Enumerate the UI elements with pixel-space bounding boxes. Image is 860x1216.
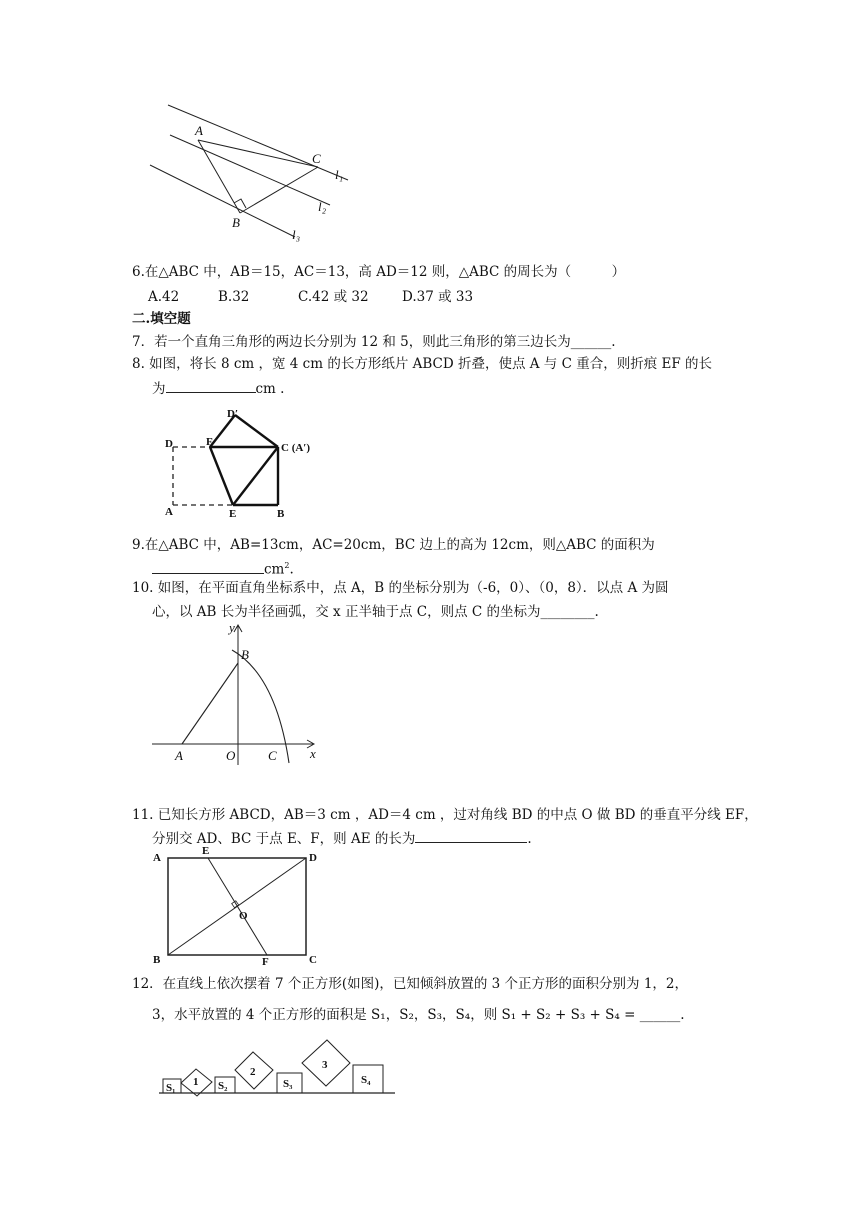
q6-option-d: D.37 或 33 (402, 289, 474, 305)
q9-answer-blank[interactable] (152, 559, 264, 574)
fig-fold-label-a: A (165, 506, 173, 518)
fig-fold-label-e: E (229, 508, 237, 520)
figure-rectangle-diagonal (148, 845, 328, 965)
fig-rect-label-o: O (239, 910, 248, 922)
fig-fold-label-b: B (277, 508, 285, 520)
fig-rect-label-c: C (309, 954, 317, 965)
fig-squares-label-2: 2 (250, 1066, 256, 1078)
fig-lines-label-l2: l₂ (318, 199, 327, 214)
fig-coord-label-c: C (268, 748, 277, 763)
q6-option-a: A.42 (148, 289, 180, 305)
fig-squares-label-s3: S₃ (283, 1078, 293, 1090)
fig-lines-label-c: C (312, 151, 321, 166)
q8-line2-unit: cm . (255, 381, 285, 397)
q6-option-c: C.42 或 32 (298, 289, 369, 305)
q11-line1: 11. 已知长方形 ABCD，AB＝3 cm ，AD＝4 cm ，过对角线 BD 的中点 O 做 BD 的垂直平分线 EF， (132, 807, 758, 823)
fig-lines-label-b: B (232, 215, 240, 230)
fig-fold-label-f: F (206, 436, 213, 448)
figure-coordinate-plane (148, 620, 328, 770)
fig-lines-label-a: A (195, 123, 203, 138)
fig-fold-label-d1: D′ (227, 408, 239, 420)
fig-lines-label-l1: l₁ (335, 167, 344, 182)
section-title: 二.填空题 (132, 311, 191, 327)
fig-rect-label-b: B (153, 954, 161, 965)
fig-coord-label-a: A (175, 748, 183, 763)
fig-coord-label-o: O (226, 748, 236, 763)
q9-line2 (152, 556, 294, 580)
q10-line1: 10. 如图，在平面直角坐标系中，点 A，B 的坐标分别为（-6，0）、（0，8）．以点 A 为圆 (132, 580, 669, 596)
q12-line2: 3，水平放置的 4 个正方形的面积是 S₁，S₂，S₃，S₄，则 S₁ + S₂ + S₃ + S₄ = ______. (152, 1007, 685, 1023)
figure-parallel-lines (140, 95, 360, 250)
fig-squares-label-s4: S₄ (361, 1074, 371, 1086)
q8-line2 (152, 378, 284, 399)
fig-coord-label-y: y (229, 620, 235, 635)
fig-fold-label-c: C (A′) (281, 442, 311, 454)
q9-end: . (289, 561, 294, 578)
q11-line2-pre: 分别交 AD、BC 于点 E、F，则 AE 的长为 (152, 831, 416, 847)
fig-rect-label-f: F (262, 956, 269, 965)
fig-squares-label-s2: S₂ (218, 1080, 228, 1092)
q8-line1: 8. 如图，将长 8 cm ，宽 4 cm 的长方形纸片 ABCD 折叠，使点 A 与 C 重合，则折痕 EF 的长 (132, 356, 713, 372)
q11-line2-end: . (527, 831, 532, 847)
q6-stem: 6.在△ABC 中，AB＝15，AC＝13，高 AD＝12 则，△ABC 的周长为（ ） (132, 264, 626, 280)
q9-line1: 9.在△ABC 中，AB=13cm，AC=20cm，BC 边上的高为 12cm，则△ABC 的面积为 (132, 537, 655, 553)
fig-coord-label-x: x (310, 746, 316, 761)
fig-lines-label-l3: l₃ (292, 227, 301, 242)
q8-line2-pre: 为 (152, 381, 166, 397)
q10-line2: 心，以 AB 长为半径画弧，交 x 正半轴于点 C，则点 C 的坐标为________. (152, 604, 599, 620)
fig-squares-label-1: 1 (193, 1076, 199, 1088)
fig-squares-label-s1: S₁ (166, 1082, 176, 1094)
q7-text: 7．若一个直角三角形的两边长分别为 12 和 5，则此三角形的第三边长为______. (132, 334, 616, 350)
q8-answer-blank[interactable] (166, 378, 256, 393)
q12-line1: 12．在直线上依次摆着 7 个正方形(如图)，已知倾斜放置的 3 个正方形的面积分别为 1，2， (132, 976, 689, 992)
q11-answer-blank[interactable] (415, 828, 527, 843)
fig-coord-label-b: B (241, 647, 249, 662)
q9-unit: cm (264, 561, 285, 578)
figure-seven-squares (155, 1035, 400, 1100)
fig-rect-label-d: D (309, 852, 317, 864)
fig-fold-label-d: D (165, 438, 173, 450)
q6-option-b: B.32 (218, 289, 250, 305)
fig-squares-label-3: 3 (322, 1059, 328, 1071)
fig-rect-label-a: A (153, 852, 161, 864)
figure-folded-rectangle (155, 405, 335, 520)
q9-unit-sup: 2 (284, 561, 290, 570)
fig-rect-label-e: E (202, 845, 210, 857)
